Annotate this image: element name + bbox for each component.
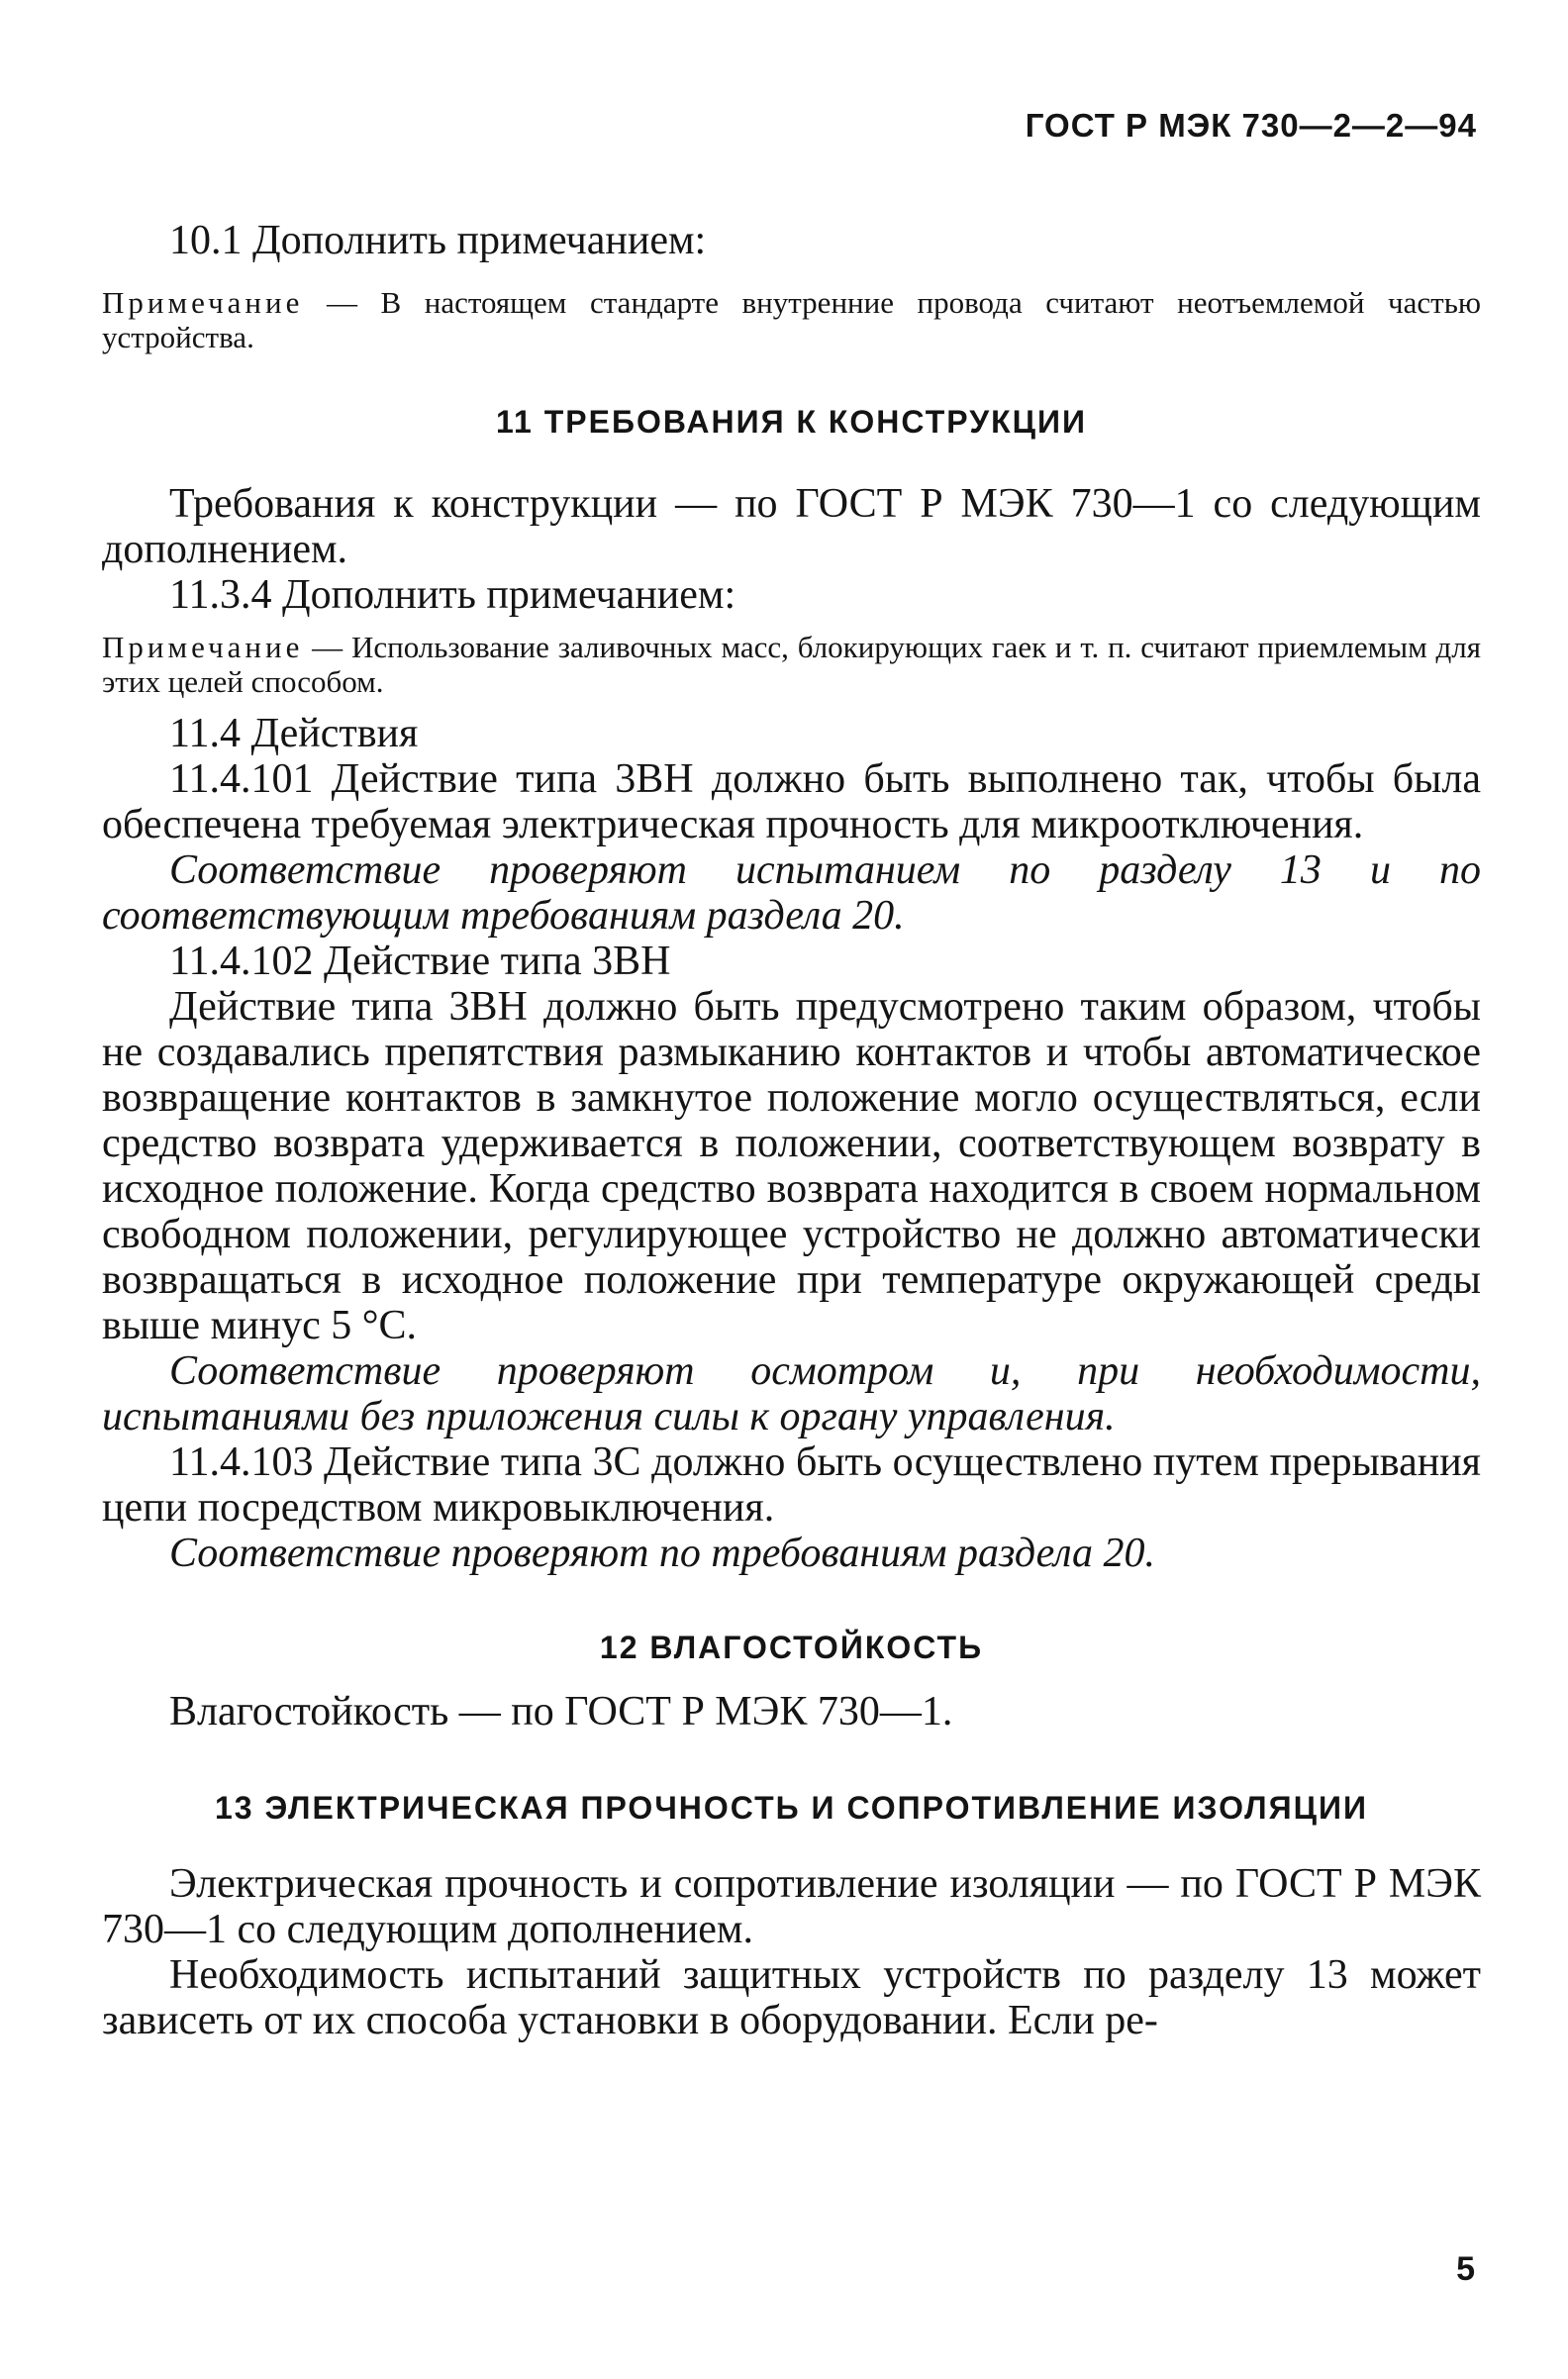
clause-11-4-101: 11.4.101 Действие типа 3ВН должно быть выполнено так, чтобы была обеспечена требуемая электрическая прочность для микроотключения. xyxy=(102,756,1481,847)
section-13-intro: Электрическая прочность и сопротивление изоляции — по ГОСТ Р МЭК 730—1 со следующим дополнением. xyxy=(102,1861,1481,1952)
page-number: 5 xyxy=(1456,2250,1475,2288)
section-12-text: Влагостойкость — по ГОСТ Р МЭК 730—1. xyxy=(169,1689,953,1735)
note-label: Примечание xyxy=(102,630,304,664)
note-10-1 xyxy=(102,285,1481,354)
section-13-text: Необходимость испытаний защитных устройств по разделу 13 может зависеть от их способа установки в оборудовании. Если ре- xyxy=(102,1952,1481,2043)
section-heading-11: 11 ТРЕБОВАНИЯ К КОНСТРУКЦИИ xyxy=(495,404,1087,440)
section-heading-13: 13 ЭЛЕКТРИЧЕСКАЯ ПРОЧНОСТЬ И СОПРОТИВЛЕНИЕ ИЗОЛЯЦИИ xyxy=(214,1790,1368,1826)
clause-11-3-4: 11.3.4 Дополнить примечанием: xyxy=(169,572,736,618)
note-text: — В настоящем стандарте внутренние провода считают неотъемлемой частью устройства. xyxy=(102,285,1481,354)
note-text: — Использование заливочных масс, блокирующих гаек и т. п. считают приемлемым для этих целей способом. xyxy=(102,630,1481,699)
note-label: Примечание xyxy=(102,285,304,320)
compliance-11-4-103: Соответствие проверяют по требованиям раздела 20. xyxy=(169,1531,1156,1576)
clause-10-1: 10.1 Дополнить примечанием: xyxy=(169,218,707,263)
note-11-3-4 xyxy=(102,630,1481,699)
clause-11-4-103: 11.4.103 Действие типа 3С должно быть осуществлено путем прерывания цепи посредством микровыключения. xyxy=(102,1439,1481,1531)
section-11-intro: Требования к конструкции — по ГОСТ Р МЭК 730—1 со следующим дополнением. xyxy=(102,481,1481,572)
compliance-11-4-101: Соответствие проверяют испытанием по разделу 13 и по соответствующим требованиям раздела 20. xyxy=(102,847,1481,939)
section-heading-12: 12 ВЛАГОСТОЙКОСТЬ xyxy=(599,1630,984,1665)
document-header: ГОСТ Р МЭК 730—2—2—94 xyxy=(1025,107,1477,144)
document-body xyxy=(102,218,1481,2043)
clause-11-4-102: 11.4.102 Действие типа 3ВН xyxy=(169,939,671,984)
clause-11-4-102-text: Действие типа 3ВН должно быть предусмотрено таким образом, чтобы не создавались препятствия размыканию контактов и чтобы автоматическое возвращение контактов в замкнутое положение могло осуществляться, если средство возврата удерживается в положении, соответствующем возврату в исходное положение. Когда средство возврата находится в своем нормальном свободном положении, регулирующее устройство не должно автоматически возвращаться в исходное положение при температуре окружающей среды выше минус 5 °С. xyxy=(102,984,1481,1348)
clause-11-4: 11.4 Действия xyxy=(169,711,419,756)
compliance-11-4-102: Соответствие проверяют осмотром и, при необходимости, испытаниями без приложения силы к органу управления. xyxy=(102,1348,1481,1439)
